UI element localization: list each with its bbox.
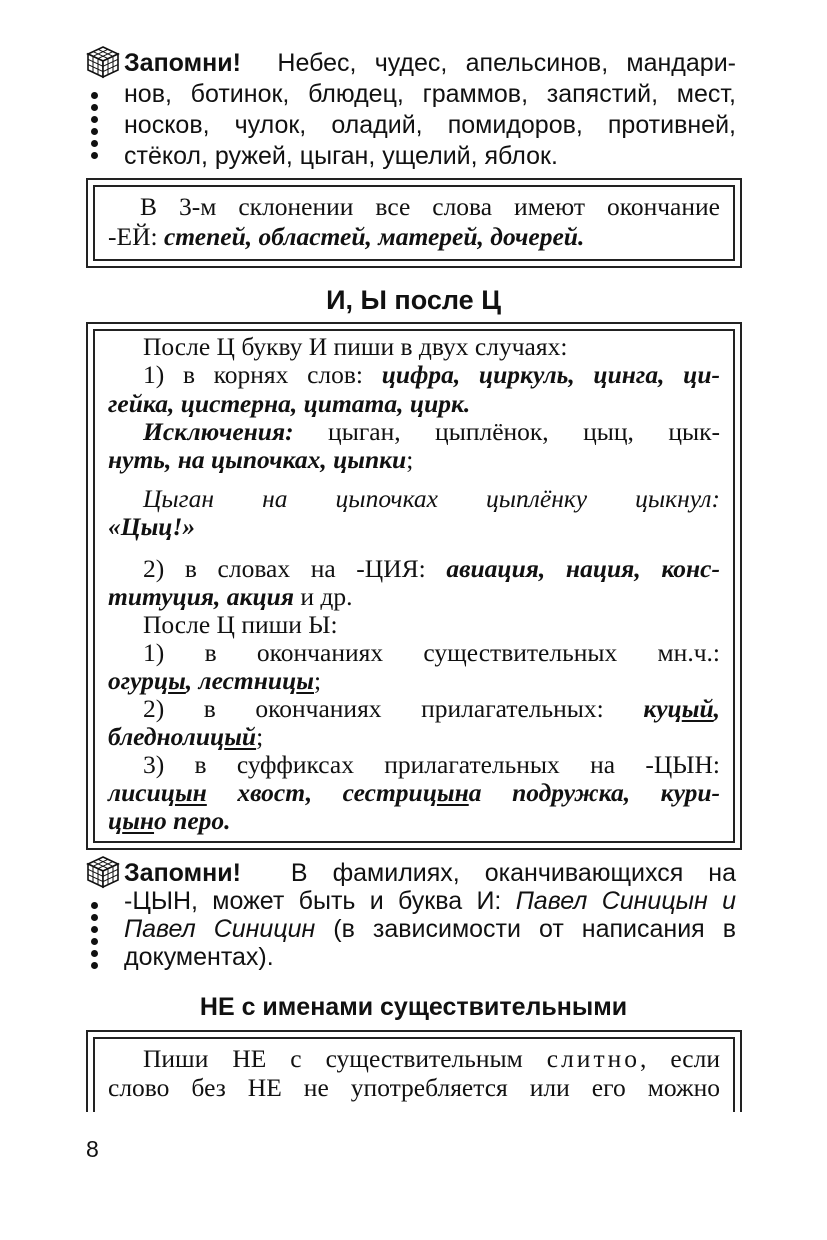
box3-line-2: слово без НЕ не употребляется или его можно — [108, 1073, 720, 1102]
memo1-line-2: нов, ботинок, блюдец, граммов, запястий, мест, — [124, 80, 736, 108]
dots-icon — [91, 92, 99, 164]
box2-line-11: 1) в окончаниях существительных мн.ч.: — [143, 638, 720, 667]
box2-line-12: огурцы, лестницы; — [108, 666, 322, 695]
page-number: 8 — [86, 1136, 99, 1162]
memo2-label: Запомни! — [124, 859, 241, 887]
box2-line-16: лисицын хвост, сестрицына подружка, кури- — [108, 778, 720, 807]
box2-line-6: Цыган на цыпочках цыплёнку цыкнул: — [143, 484, 720, 513]
box2-line-2: 1) в корнях слов: цифра, циркуль, цинга, ци- — [143, 360, 721, 389]
box2-line-17: цыно перо. — [108, 806, 231, 835]
memo2-line-3: Павел Синицин (в зависимости от написания в — [124, 915, 736, 943]
memo2-line-2: -ЦЫН, может быть и буква И: Павел Синицын и — [124, 887, 736, 915]
box1-line-2: -ЕЙ: степей, областей, матерей, дочерей. — [108, 222, 585, 251]
box2-line-14: бледнолицый; — [108, 722, 264, 751]
memo2-line-4: документах). — [124, 943, 274, 971]
box2-line-8: 2) в словах на -ЦИЯ: авиация, нация, конс- — [143, 554, 720, 583]
box2-line-3: гейка, цистерна, цитата, цирк. — [108, 389, 471, 418]
box2-line-10: После Ц пиши Ы: — [143, 610, 338, 639]
box2-line-15: 3) в суффиксах прилагательных на -ЦЫН: — [143, 750, 720, 779]
memo1-line-1: Запомни! Небес, чудес, апельсинов, мандари- — [124, 49, 736, 77]
box3-line-1: Пиши НЕ с существительным слитно, если — [143, 1044, 720, 1073]
memo1-label: Запомни! — [124, 49, 241, 77]
box1-line-1: В 3-м склонении все слова имеют окончание — [140, 192, 720, 221]
box2-line-9: титуция, акция и др. — [108, 582, 353, 611]
box2-line-13: 2) в окончаниях прилагательных: куцый, — [143, 694, 720, 723]
memo1-line-3: носков, чулок, оладий, помидоров, противней, — [124, 111, 736, 139]
box2-line-4: Исключения: цыган, цыплёнок, цыц, цык- — [143, 417, 720, 446]
memo2-line-1: Запомни! В фамилиях, оканчивающихся на — [124, 859, 736, 887]
cube-icon — [86, 45, 120, 79]
memo1-line-4: стёкол, ружей, цыган, ущелий, яблок. — [124, 142, 558, 170]
dots-icon — [91, 902, 99, 974]
section-title-i-y-after-ts: И, Ы после Ц — [326, 285, 501, 315]
box2-line-5: нуть, на цыпочках, цыпки; — [108, 445, 414, 474]
section-title-ne-with-nouns: НЕ с именами существительными — [199, 993, 628, 1021]
box2-line-7: «Цыц!» — [108, 512, 196, 541]
cube-icon — [86, 855, 120, 889]
box2-line-1: После Ц букву И пиши в двух случаях: — [143, 332, 568, 361]
